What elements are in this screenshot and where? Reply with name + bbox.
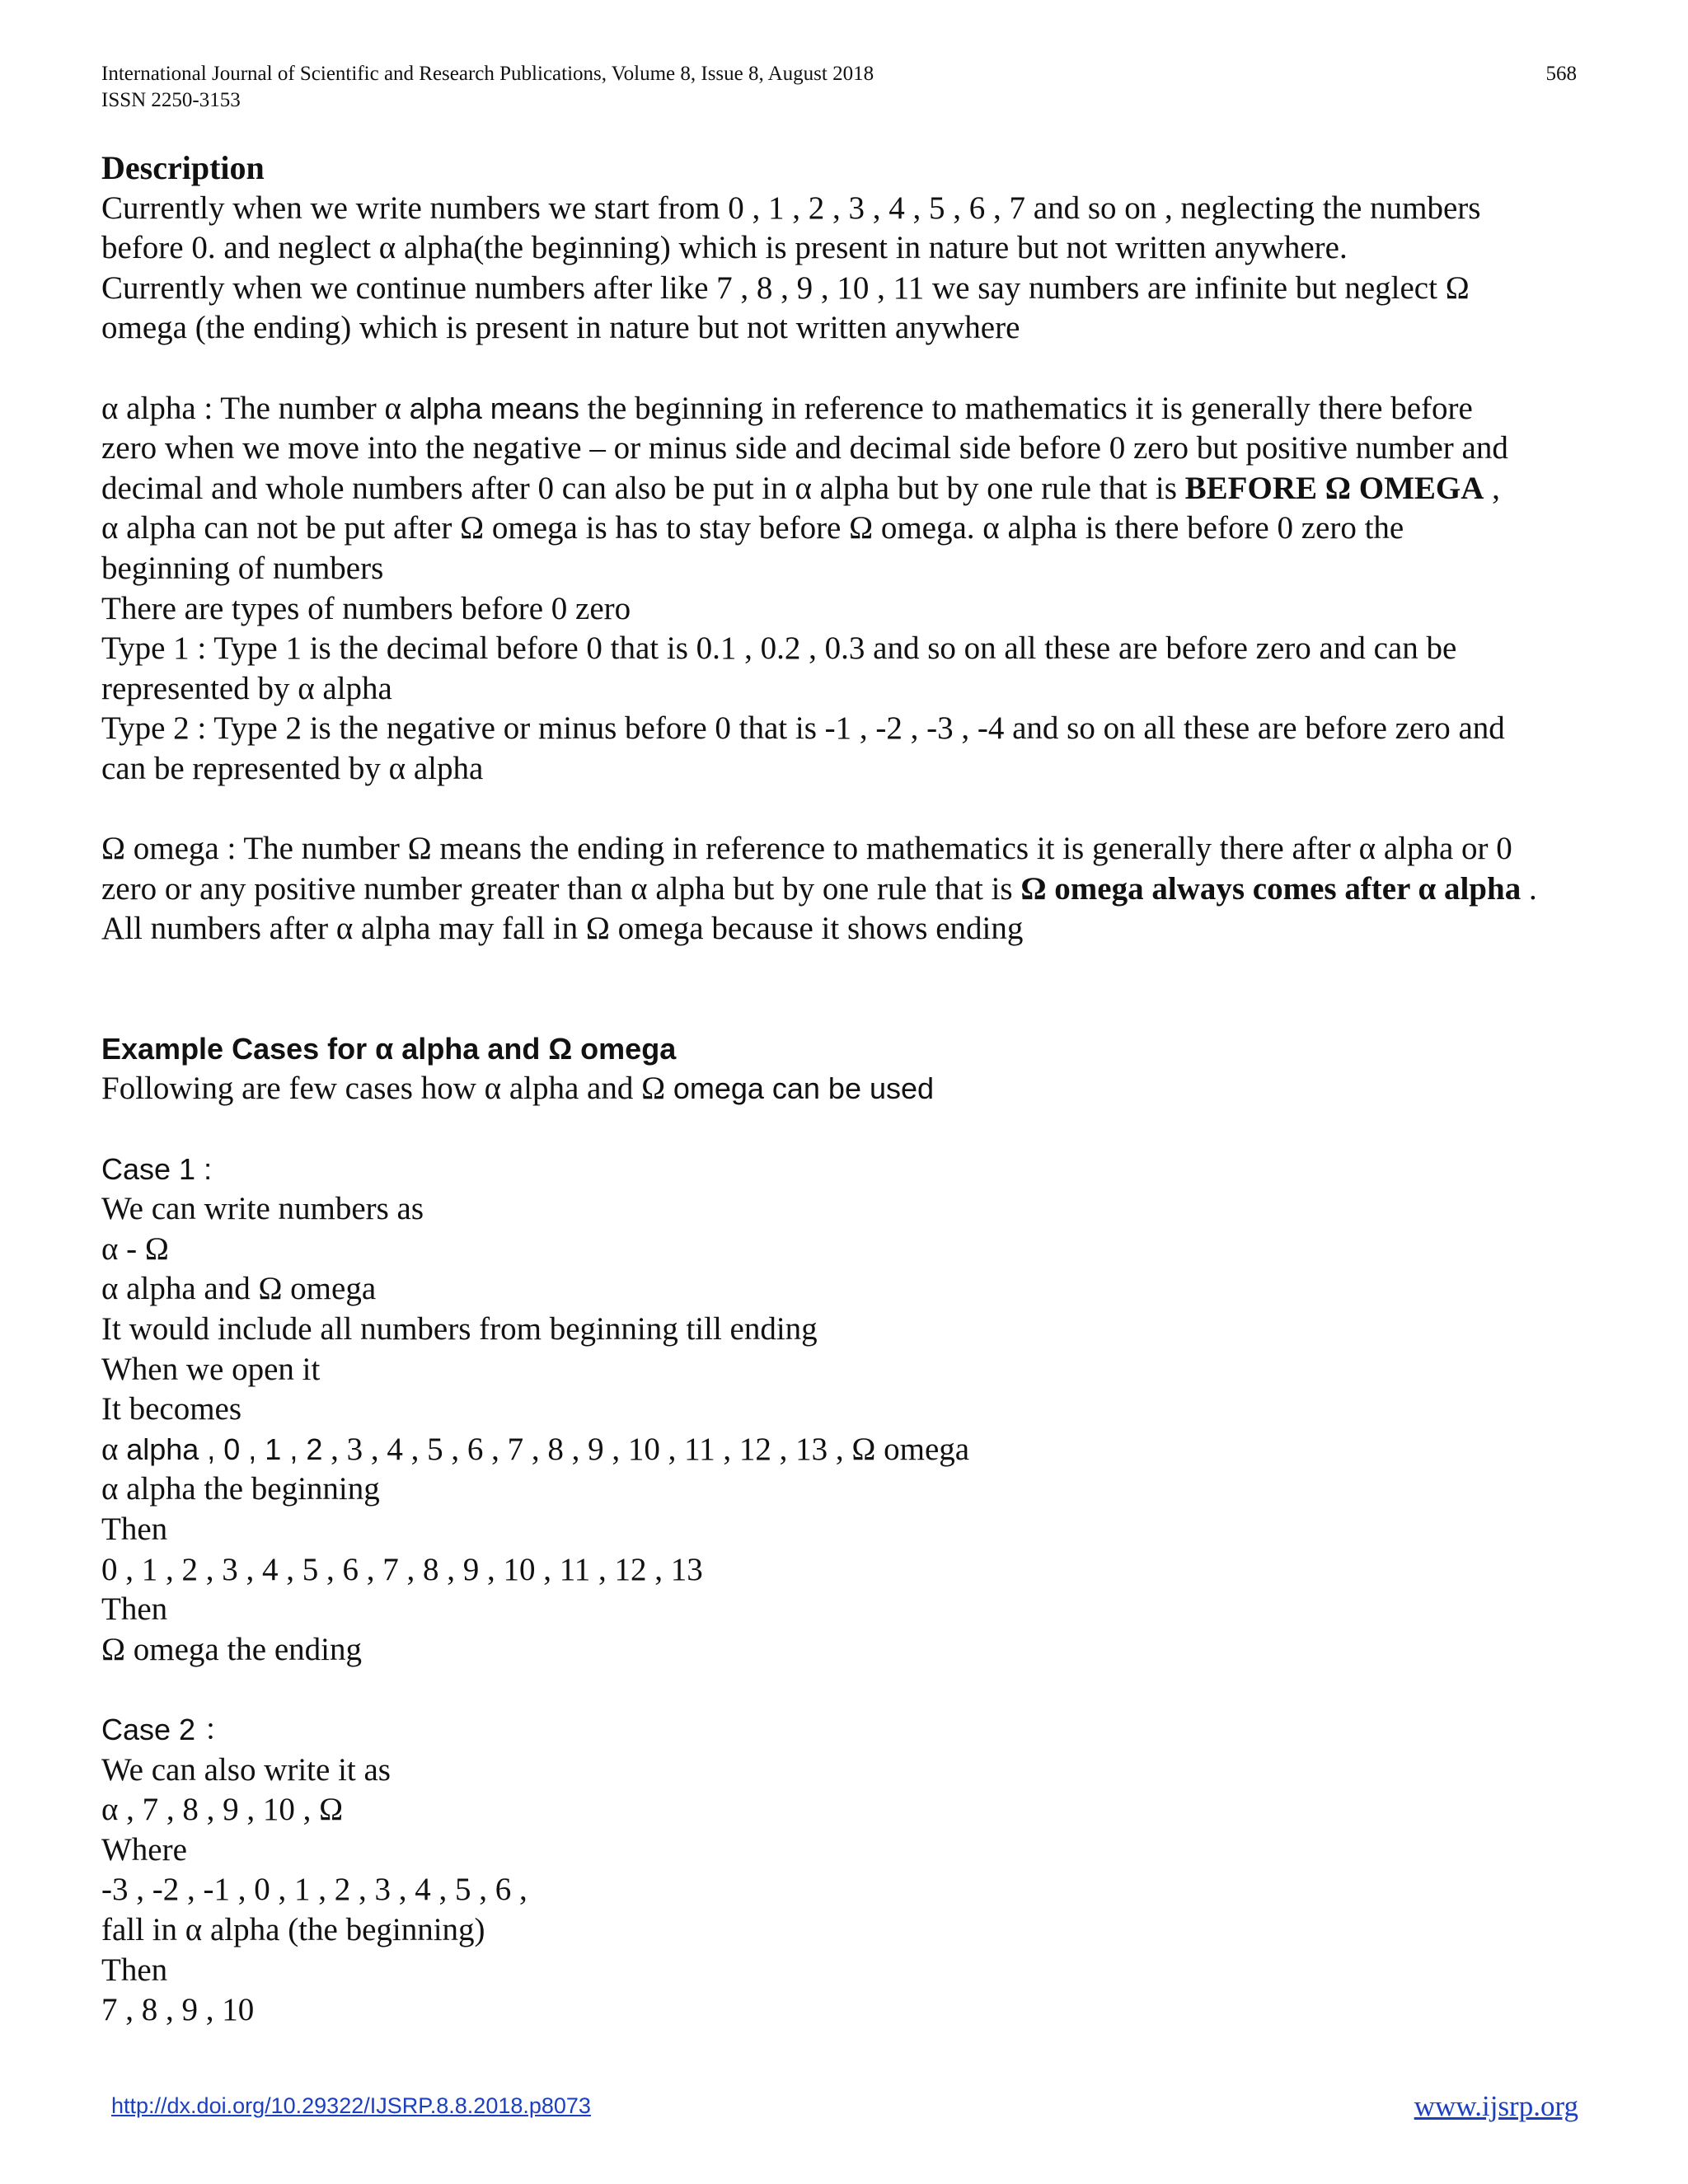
case2-label: Case 2 ： bbox=[101, 1712, 234, 1746]
article-body bbox=[101, 148, 1585, 2031]
page-footer bbox=[111, 2090, 1578, 2126]
page-number: 568 bbox=[1545, 63, 1577, 85]
description-heading: Description bbox=[101, 149, 265, 186]
alpha-text: α alpha : The number α bbox=[101, 390, 410, 426]
doi-link[interactable]: http://dx.doi.org/10.29322/IJSRP.8.8.2018.p8073 bbox=[111, 2093, 591, 2118]
alpha-text: decimal and whole numbers after 0 can also be put in α alpha but by one rule that is bbox=[101, 470, 1185, 506]
intro-text-sans: omega can be used bbox=[673, 1071, 935, 1106]
case1-line: α alpha the beginning bbox=[101, 1471, 380, 1507]
alpha-line: Type 1 : Type 1 is the decimal before 0 that is 0.1 , 0.2 , 0.3 and so on all these are before zero and can be bbox=[101, 630, 1457, 667]
omega-line bbox=[101, 869, 1585, 910]
alpha-line bbox=[101, 469, 1585, 509]
case2-line: Where bbox=[101, 1831, 187, 1868]
case1-line: α alpha and Ω omega bbox=[101, 1271, 377, 1307]
description-line: before 0. and neglect α alpha(the beginning) which is present in nature but not written anywhere. bbox=[101, 230, 1348, 266]
case2-line: 7 , 8 , 9 , 10 bbox=[101, 1992, 255, 2028]
examples-heading: Example Cases for α alpha and Ω omega bbox=[101, 1031, 677, 1066]
description-line: Currently when we write numbers we start from 0 , 1 , 2 , 3 , 4 , 5 , 6 , 7 and so on , neglecting the numbers bbox=[101, 190, 1481, 226]
description-line: Currently when we continue numbers after like 7 , 8 , 9 , 10 , 11 we say numbers are infinite but neglect Ω bbox=[101, 269, 1470, 306]
case1-line: 0 , 1 , 2 , 3 , 4 , 5 , 6 , 7 , 8 , 9 , 10 , 11 , 12 , 13 bbox=[101, 1551, 703, 1587]
case1-line: It becomes bbox=[101, 1391, 242, 1427]
page-header bbox=[101, 61, 1577, 114]
alpha-line: represented by α alpha bbox=[101, 670, 392, 706]
alpha-text: the beginning in reference to mathematics it is generally there before bbox=[579, 390, 1473, 426]
case1-line: Then bbox=[101, 1591, 168, 1628]
description-line: omega (the ending) which is present in nature but not written anywhere bbox=[101, 310, 1020, 346]
alpha-text-sans: alpha means bbox=[409, 391, 579, 425]
alpha-line: can be represented by α alpha bbox=[101, 750, 484, 786]
case1-line: Then bbox=[101, 1511, 168, 1547]
alpha-text: , bbox=[1484, 470, 1500, 506]
sequence-text: α bbox=[101, 1431, 127, 1467]
case1-line: α - Ω bbox=[101, 1230, 169, 1267]
alpha-line bbox=[101, 389, 1585, 429]
case1-line: We can write numbers as bbox=[101, 1191, 424, 1227]
alpha-rule-bold: BEFORE Ω OMEGA bbox=[1184, 470, 1484, 506]
case2-line: -3 , -2 , -1 , 0 , 1 , 2 , 3 , 4 , 5 , 6 , bbox=[101, 1872, 528, 1908]
case2-line: Then bbox=[101, 1952, 168, 1988]
omega-line: Ω omega : The number Ω means the ending in reference to mathematics it is generally there after α alpha or 0 bbox=[101, 831, 1512, 867]
omega-rule-bold: Ω omega always comes after α alpha bbox=[1020, 870, 1522, 907]
alpha-line: zero when we move into the negative – or minus side and decimal side before 0 zero but positive number and bbox=[101, 430, 1508, 466]
case2-line: We can also write it as bbox=[101, 1751, 391, 1788]
case1-label: Case 1 : bbox=[101, 1151, 213, 1186]
omega-text: . bbox=[1521, 870, 1537, 907]
case2-line: fall in α alpha (the beginning) bbox=[101, 1911, 485, 1947]
case1-sequence bbox=[101, 1430, 1585, 1470]
intro-text: Following are few cases how α alpha and Ω bbox=[101, 1071, 673, 1107]
issn: ISSN 2250-3153 bbox=[101, 89, 241, 111]
examples-intro bbox=[101, 1069, 1585, 1109]
omega-text: zero or any positive number greater than α alpha but by one rule that is bbox=[101, 870, 1021, 907]
omega-line: All numbers after α alpha may fall in Ω omega because it shows ending bbox=[101, 911, 1024, 947]
sequence-text: , 3 , 4 , 5 , 6 , 7 , 8 , 9 , 10 , 11 , 12 , 13 , Ω omega bbox=[322, 1431, 970, 1467]
case1-line: When we open it bbox=[101, 1351, 321, 1387]
alpha-line: Type 2 : Type 2 is the negative or minus before 0 that is -1 , -2 , -3 , -4 and so on all these are before zero and bbox=[101, 710, 1505, 747]
case2-line: α , 7 , 8 , 9 , 10 , Ω bbox=[101, 1792, 344, 1828]
sequence-text-sans: alpha , 0 , 1 , 2 bbox=[126, 1432, 323, 1466]
case1-line: Ω omega the ending bbox=[101, 1631, 362, 1667]
case1-line: It would include all numbers from beginning till ending bbox=[101, 1311, 818, 1347]
alpha-line: There are types of numbers before 0 zero bbox=[101, 590, 631, 626]
journal-title: International Journal of Scientific and Research Publications, Volume 8, Issue 8, August 2018 bbox=[101, 63, 874, 85]
alpha-line: α alpha can not be put after Ω omega is has to stay before Ω omega. α alpha is there before 0 zero the bbox=[101, 510, 1404, 546]
alpha-line: beginning of numbers bbox=[101, 550, 384, 586]
site-link[interactable]: www.ijsrp.org bbox=[1414, 2090, 1578, 2122]
